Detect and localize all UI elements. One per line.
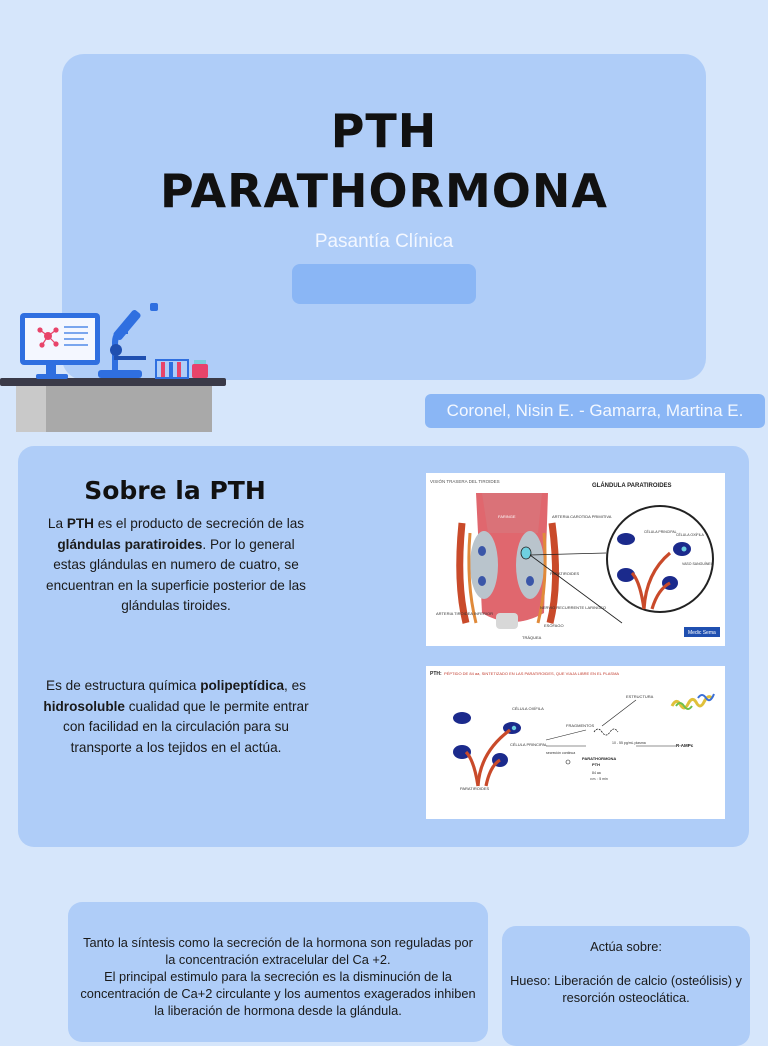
thyroid-lobe-left [470, 531, 498, 599]
label-nervio: NERVIO RECURRENTE LARINGEO [540, 605, 606, 610]
diagram1-title: GLÁNDULA PARATIROIDES [592, 483, 672, 489]
section-heading: Sobre la PTH [84, 476, 266, 505]
test-tubes-icon [156, 360, 208, 378]
label-paratiroides-2: PARATIROIDES [460, 786, 490, 791]
label-parathormona: PARATHORMONA [582, 756, 617, 761]
label-faringe: FARINGE [498, 514, 516, 519]
label-arteria: ARTERIA CAROTIDA PRIMITIVA [552, 514, 612, 519]
diagram1-view-label: VISIÓN TRASERA DEL TIROIDES [430, 479, 500, 484]
label-traquea: TRÁQUEA [522, 635, 542, 640]
magnified-view [607, 506, 713, 612]
microscope-icon [98, 303, 158, 378]
page-title-line2: PARATHORMONA [160, 164, 608, 218]
label-celula-principal: CÉLULA PRINCIPAL [644, 530, 677, 534]
trachea-shape [496, 613, 518, 629]
subtitle: Pasantía Clínica [314, 231, 454, 252]
diagram2-header-text: PÉPTIDO DE 84 aa, SINTETIZADO EN LAS PARATIROIDES, QUE VIAJA LIBRE EN EL PLASMA [444, 671, 620, 676]
action-text: Actúa sobre: Hueso: Liberación de calcio (osteólisis) y resorción osteoclática. [510, 939, 742, 1005]
label-aa: 84 aa [592, 771, 601, 775]
diagram2-header-label: PTH: [430, 671, 442, 677]
pth-secretion-diagram [426, 666, 725, 819]
regulation-text: Tanto la síntesis como la secreción de la hormona son reguladas por la concentración extracelular del Ca +2. El principal estimulo para la secreción es la disminución de la concentración de Ca+2 circulante y los aumentos exagerados inhiben la liberación de hormona desde la glándula. [80, 935, 476, 1018]
lab-illustration [0, 300, 230, 432]
label-celula-oxifila-2: CÉLULA OXÍFILA [512, 706, 544, 711]
label-secrecion: secreción continua [546, 751, 576, 755]
page-title-line1: PTH [330, 104, 438, 158]
label-estructura: ESTRUCTURA [626, 694, 654, 699]
label-celula-principal-2: CÉLULA PRINCIPAL [510, 742, 548, 747]
label-esofago: ESÓFAGO [544, 623, 564, 628]
label-vm: v.m. : 5 min [590, 777, 608, 781]
label-pth: PTH [592, 762, 600, 767]
desk-top [0, 378, 226, 386]
decorative-pill [292, 264, 476, 304]
label-paratiroides: PARATIROIDES [550, 571, 580, 576]
label-vaso: VASO SANGUÍNEO [682, 562, 714, 566]
thyroid-lobe-right [516, 531, 544, 599]
monitor-icon [20, 313, 100, 379]
parathyroid-anatomy-diagram [426, 473, 725, 646]
paragraph-pth-origin: La PTH es el producto de secreción de las glándulas paratiroides. Por lo general estas glándulas en numero de cuatro, se encuentran en la superficie posterior de las glándulas tiroides. [46, 516, 306, 613]
authors-label: Coronel, Nisin E. - Gamarra, Martina E. [425, 394, 765, 428]
paragraph-pth-structure: Es de estructura química polipeptídica, es hidrosoluble cualidad que le permite entrar con facilidad en la circulación para su transporte a los tejidos en el actúa. [43, 678, 309, 755]
label-ramp: R-AMPc [676, 743, 694, 748]
label-arteria-inf: ARTERIA TIROIDEA INFERIOR [436, 611, 493, 616]
parathyroid-gland [478, 546, 486, 556]
label-plasma: 10 - 55 pg/mL plasma [612, 741, 646, 745]
desk-side [16, 386, 46, 432]
label-fragmentos: FRAGMENTOS [566, 723, 595, 728]
svg-text:Medic Sema: Medic Sema [688, 630, 716, 636]
label-celula-oxifila: CÉLULA OXÍFILA [676, 533, 704, 537]
